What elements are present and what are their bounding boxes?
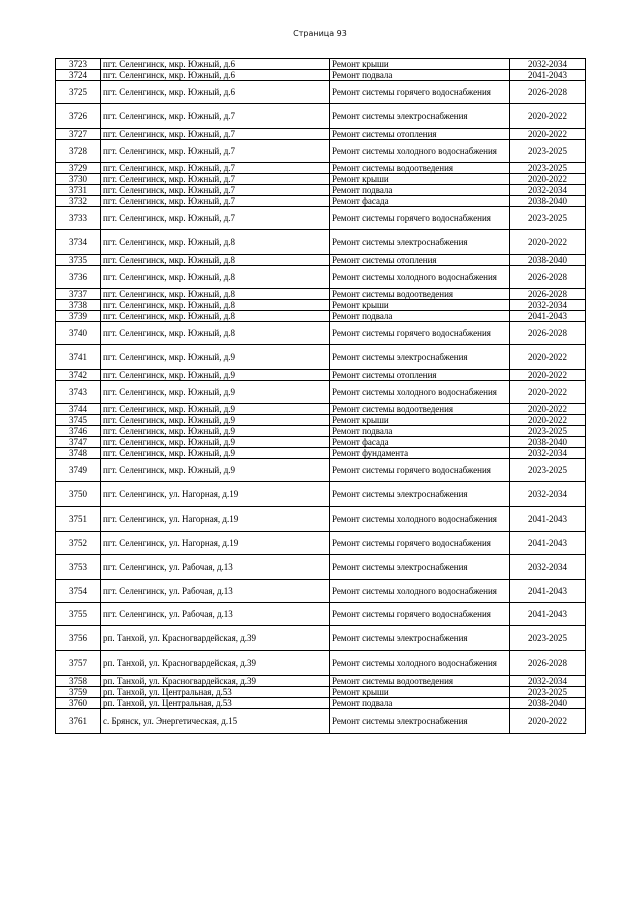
table-row (56, 459, 586, 482)
table-row (56, 104, 586, 129)
row-number-cell: 3739 (56, 311, 101, 322)
table-row (56, 370, 586, 381)
work-type-cell: Ремонт системы горячего водоснабжения (330, 459, 510, 482)
period-cell: 2020-2022 (510, 381, 586, 404)
work-type-cell: Ремонт системы отопления (330, 255, 510, 266)
table-row (56, 580, 586, 603)
period-cell: 2023-2025 (510, 207, 586, 230)
period-cell: 2026-2028 (510, 81, 586, 104)
table-row (56, 687, 586, 698)
period-cell: 2041-2043 (510, 580, 586, 603)
row-number-cell: 3748 (56, 448, 101, 459)
address-cell: пгт. Селенгинск, мкр. Южный, д.7 (101, 207, 330, 230)
period-cell: 2026-2028 (510, 322, 586, 345)
work-type-cell: Ремонт системы отопления (330, 129, 510, 140)
address-cell: пгт. Селенгинск, мкр. Южный, д.8 (101, 311, 330, 322)
row-number-cell: 3756 (56, 626, 101, 651)
table-row (56, 59, 586, 70)
address-cell: пгт. Селенгинск, мкр. Южный, д.7 (101, 129, 330, 140)
period-cell: 2032-2034 (510, 555, 586, 580)
address-cell: пгт. Селенгинск, мкр. Южный, д.8 (101, 300, 330, 311)
row-number-cell: 3744 (56, 404, 101, 415)
row-number-cell: 3753 (56, 555, 101, 580)
period-cell: 2020-2022 (510, 174, 586, 185)
table-row (56, 174, 586, 185)
period-cell: 2020-2022 (510, 709, 586, 734)
period-cell: 2023-2025 (510, 140, 586, 163)
table-row (56, 289, 586, 300)
address-cell: пгт. Селенгинск, ул. Нагорная, д.19 (101, 482, 330, 507)
address-cell: пгт. Селенгинск, мкр. Южный, д.6 (101, 70, 330, 81)
work-type-cell: Ремонт системы холодного водоснабжения (330, 507, 510, 532)
address-cell: пгт. Селенгинск, ул. Нагорная, д.19 (101, 507, 330, 532)
address-cell: пгт. Селенгинск, мкр. Южный, д.6 (101, 59, 330, 70)
period-cell: 2020-2022 (510, 104, 586, 129)
address-cell: пгт. Селенгинск, мкр. Южный, д.7 (101, 174, 330, 185)
table-row (56, 345, 586, 370)
row-number-cell: 3757 (56, 651, 101, 676)
table-row (56, 163, 586, 174)
table-row (56, 196, 586, 207)
address-cell: пгт. Селенгинск, мкр. Южный, д.9 (101, 345, 330, 370)
address-cell: пгт. Селенгинск, мкр. Южный, д.8 (101, 322, 330, 345)
row-number-cell: 3751 (56, 507, 101, 532)
work-type-cell: Ремонт крыши (330, 687, 510, 698)
table-row (56, 230, 586, 255)
work-type-cell: Ремонт подвала (330, 426, 510, 437)
work-type-cell: Ремонт системы электроснабжения (330, 709, 510, 734)
row-number-cell: 3754 (56, 580, 101, 603)
address-cell: пгт. Селенгинск, мкр. Южный, д.6 (101, 81, 330, 104)
page-header: Страница 93 (293, 29, 347, 38)
work-type-cell: Ремонт крыши (330, 300, 510, 311)
table-row (56, 140, 586, 163)
work-type-cell: Ремонт системы водоотведения (330, 676, 510, 687)
address-cell: пгт. Селенгинск, мкр. Южный, д.9 (101, 426, 330, 437)
table-row (56, 437, 586, 448)
period-cell: 2020-2022 (510, 404, 586, 415)
work-type-cell: Ремонт системы электроснабжения (330, 626, 510, 651)
table-row (56, 507, 586, 532)
period-cell: 2026-2028 (510, 289, 586, 300)
row-number-cell: 3750 (56, 482, 101, 507)
work-type-cell: Ремонт системы холодного водоснабжения (330, 651, 510, 676)
period-cell: 2020-2022 (510, 129, 586, 140)
work-type-cell: Ремонт системы горячего водоснабжения (330, 207, 510, 230)
work-type-cell: Ремонт системы горячего водоснабжения (330, 532, 510, 555)
period-cell: 2038-2040 (510, 437, 586, 448)
period-cell: 2038-2040 (510, 196, 586, 207)
address-cell: пгт. Селенгинск, мкр. Южный, д.9 (101, 404, 330, 415)
address-cell: пгт. Селенгинск, ул. Рабочая, д.13 (101, 580, 330, 603)
period-cell: 2038-2040 (510, 698, 586, 709)
row-number-cell: 3737 (56, 289, 101, 300)
period-cell: 2032-2034 (510, 448, 586, 459)
period-cell: 2032-2034 (510, 482, 586, 507)
address-cell: пгт. Селенгинск, мкр. Южный, д.7 (101, 185, 330, 196)
work-type-cell: Ремонт крыши (330, 415, 510, 426)
address-cell: пгт. Селенгинск, мкр. Южный, д.8 (101, 289, 330, 300)
address-cell: пгт. Селенгинск, мкр. Южный, д.8 (101, 255, 330, 266)
period-cell: 2023-2025 (510, 426, 586, 437)
work-type-cell: Ремонт системы отопления (330, 370, 510, 381)
period-cell: 2023-2025 (510, 163, 586, 174)
work-type-cell: Ремонт системы холодного водоснабжения (330, 266, 510, 289)
period-cell: 2032-2034 (510, 185, 586, 196)
row-number-cell: 3725 (56, 81, 101, 104)
table-row (56, 381, 586, 404)
row-number-cell: 3726 (56, 104, 101, 129)
address-cell: пгт. Селенгинск, мкр. Южный, д.9 (101, 415, 330, 426)
table-row (56, 255, 586, 266)
period-cell: 2041-2043 (510, 532, 586, 555)
address-cell: рп. Танхой, ул. Центральная, д.53 (101, 698, 330, 709)
table-row (56, 709, 586, 734)
row-number-cell: 3729 (56, 163, 101, 174)
table-row (56, 698, 586, 709)
address-cell: пгт. Селенгинск, мкр. Южный, д.7 (101, 104, 330, 129)
table-row (56, 651, 586, 676)
repair-schedule-table (55, 58, 586, 734)
address-cell: пгт. Селенгинск, ул. Рабочая, д.13 (101, 555, 330, 580)
row-number-cell: 3742 (56, 370, 101, 381)
period-cell: 2020-2022 (510, 370, 586, 381)
table-row (56, 448, 586, 459)
work-type-cell: Ремонт системы холодного водоснабжения (330, 140, 510, 163)
period-cell: 2023-2025 (510, 687, 586, 698)
address-cell: пгт. Селенгинск, ул. Рабочая, д.13 (101, 603, 330, 626)
work-type-cell: Ремонт системы горячего водоснабжения (330, 322, 510, 345)
period-cell: 2032-2034 (510, 59, 586, 70)
address-cell: пгт. Селенгинск, мкр. Южный, д.7 (101, 196, 330, 207)
address-cell: пгт. Селенгинск, мкр. Южный, д.9 (101, 459, 330, 482)
work-type-cell: Ремонт системы электроснабжения (330, 555, 510, 580)
period-cell: 2020-2022 (510, 230, 586, 255)
table-row (56, 532, 586, 555)
address-cell: пгт. Селенгинск, мкр. Южный, д.8 (101, 266, 330, 289)
work-type-cell: Ремонт подвала (330, 185, 510, 196)
period-cell: 2041-2043 (510, 311, 586, 322)
work-type-cell: Ремонт системы горячего водоснабжения (330, 81, 510, 104)
work-type-cell: Ремонт системы водоотведения (330, 404, 510, 415)
period-cell: 2041-2043 (510, 603, 586, 626)
period-cell: 2041-2043 (510, 70, 586, 81)
row-number-cell: 3746 (56, 426, 101, 437)
work-type-cell: Ремонт системы горячего водоснабжения (330, 603, 510, 626)
table-row (56, 266, 586, 289)
period-cell: 2038-2040 (510, 255, 586, 266)
row-number-cell: 3732 (56, 196, 101, 207)
work-type-cell: Ремонт подвала (330, 698, 510, 709)
address-cell: пгт. Селенгинск, мкр. Южный, д.9 (101, 370, 330, 381)
row-number-cell: 3743 (56, 381, 101, 404)
table-row (56, 626, 586, 651)
address-cell: пгт. Селенгинск, мкр. Южный, д.7 (101, 140, 330, 163)
row-number-cell: 3740 (56, 322, 101, 345)
period-cell: 2023-2025 (510, 626, 586, 651)
address-cell: пгт. Селенгинск, мкр. Южный, д.9 (101, 437, 330, 448)
address-cell: пгт. Селенгинск, ул. Нагорная, д.19 (101, 532, 330, 555)
address-cell: пгт. Селенгинск, мкр. Южный, д.8 (101, 230, 330, 255)
table-row (56, 676, 586, 687)
row-number-cell: 3735 (56, 255, 101, 266)
table-row (56, 185, 586, 196)
row-number-cell: 3758 (56, 676, 101, 687)
work-type-cell: Ремонт системы электроснабжения (330, 482, 510, 507)
table-row (56, 311, 586, 322)
work-type-cell: Ремонт системы холодного водоснабжения (330, 580, 510, 603)
work-type-cell: Ремонт системы водоотведения (330, 163, 510, 174)
address-cell: рп. Танхой, ул. Красногвардейская, д.39 (101, 626, 330, 651)
table-row (56, 207, 586, 230)
table-row (56, 415, 586, 426)
work-type-cell: Ремонт системы холодного водоснабжения (330, 381, 510, 404)
work-type-cell: Ремонт системы водоотведения (330, 289, 510, 300)
period-cell: 2023-2025 (510, 459, 586, 482)
address-cell: рп. Танхой, ул. Красногвардейская, д.39 (101, 651, 330, 676)
table-row (56, 70, 586, 81)
work-type-cell: Ремонт крыши (330, 59, 510, 70)
table-row (56, 603, 586, 626)
address-cell: пгт. Селенгинск, мкр. Южный, д.7 (101, 163, 330, 174)
row-number-cell: 3736 (56, 266, 101, 289)
row-number-cell: 3734 (56, 230, 101, 255)
address-cell: пгт. Селенгинск, мкр. Южный, д.9 (101, 448, 330, 459)
row-number-cell: 3738 (56, 300, 101, 311)
address-cell: рп. Танхой, ул. Центральная, д.53 (101, 687, 330, 698)
work-type-cell: Ремонт системы электроснабжения (330, 230, 510, 255)
period-cell: 2026-2028 (510, 651, 586, 676)
row-number-cell: 3745 (56, 415, 101, 426)
row-number-cell: 3728 (56, 140, 101, 163)
work-type-cell: Ремонт фасада (330, 196, 510, 207)
table-row (56, 300, 586, 311)
row-number-cell: 3723 (56, 59, 101, 70)
row-number-cell: 3741 (56, 345, 101, 370)
period-cell: 2032-2034 (510, 300, 586, 311)
table-row (56, 426, 586, 437)
row-number-cell: 3731 (56, 185, 101, 196)
table-row (56, 555, 586, 580)
period-cell: 2020-2022 (510, 345, 586, 370)
period-cell: 2041-2043 (510, 507, 586, 532)
row-number-cell: 3749 (56, 459, 101, 482)
row-number-cell: 3752 (56, 532, 101, 555)
row-number-cell: 3724 (56, 70, 101, 81)
address-cell: пгт. Селенгинск, мкр. Южный, д.9 (101, 381, 330, 404)
row-number-cell: 3747 (56, 437, 101, 448)
period-cell: 2026-2028 (510, 266, 586, 289)
work-type-cell: Ремонт системы электроснабжения (330, 104, 510, 129)
table-row (56, 322, 586, 345)
work-type-cell: Ремонт крыши (330, 174, 510, 185)
row-number-cell: 3733 (56, 207, 101, 230)
row-number-cell: 3755 (56, 603, 101, 626)
row-number-cell: 3727 (56, 129, 101, 140)
work-type-cell: Ремонт подвала (330, 70, 510, 81)
row-number-cell: 3760 (56, 698, 101, 709)
table-row (56, 81, 586, 104)
work-type-cell: Ремонт системы электроснабжения (330, 345, 510, 370)
work-type-cell: Ремонт фасада (330, 437, 510, 448)
table-row (56, 129, 586, 140)
work-type-cell: Ремонт фундамента (330, 448, 510, 459)
row-number-cell: 3759 (56, 687, 101, 698)
table-row (56, 482, 586, 507)
table-row (56, 404, 586, 415)
row-number-cell: 3730 (56, 174, 101, 185)
period-cell: 2032-2034 (510, 676, 586, 687)
row-number-cell: 3761 (56, 709, 101, 734)
address-cell: рп. Танхой, ул. Красногвардейская, д.39 (101, 676, 330, 687)
work-type-cell: Ремонт подвала (330, 311, 510, 322)
period-cell: 2020-2022 (510, 415, 586, 426)
address-cell: с. Брянск, ул. Энергетическая, д.15 (101, 709, 330, 734)
